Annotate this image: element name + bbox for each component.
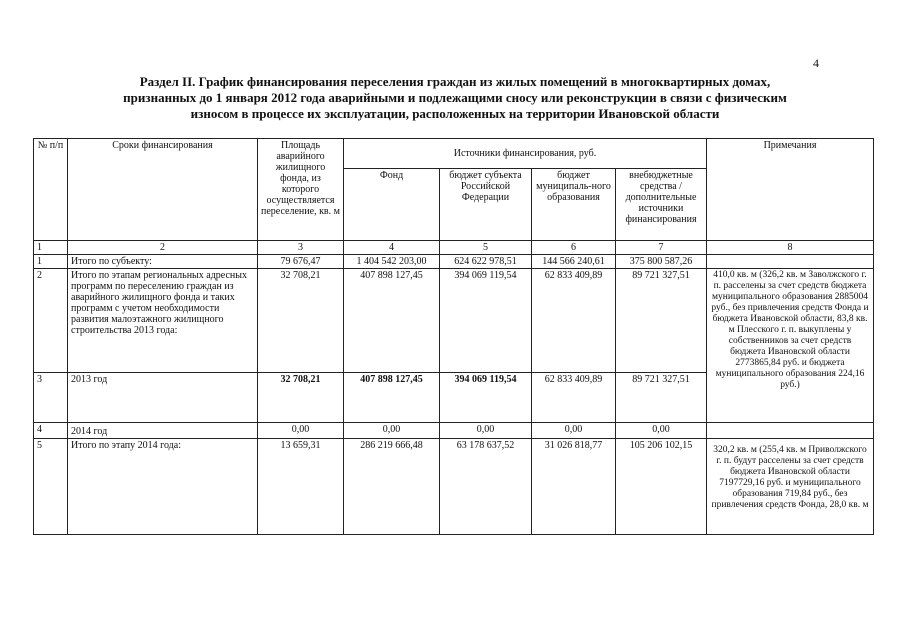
row-regional: 0,00 (440, 423, 532, 439)
row-area: 32 708,21 (258, 269, 344, 373)
row-extra: 89 721 327,51 (616, 373, 707, 423)
row-note: 410,0 кв. м (326,2 кв. м Заволжского г. п. расселены за счет средств бюджета муниципального образования 2885004 руб., без привлечения средств Фонда и бюджета Ивановской области, 83,8 кв. м Плесского г. п. выкуплены у собственников за счет средств бюджета Ивановской области 2773865,84 руб. и бюджета муниципального образования 224,16 руб.) (707, 269, 874, 423)
row-fund: 0,00 (344, 423, 440, 439)
header-area: Площадь аварийного жилищного фонда, из которого осуществляется переселение, кв. м (258, 139, 344, 241)
row-area: 13 659,31 (258, 439, 344, 535)
row-extra: 105 206 102,15 (616, 439, 707, 535)
row-num: 4 (34, 423, 68, 439)
row-fund: 407 898 127,45 (344, 373, 440, 423)
row-period: 2013 год (68, 373, 258, 423)
row-municipal: 144 566 240,61 (532, 255, 616, 269)
col-number: 6 (532, 241, 616, 255)
row-fund: 407 898 127,45 (344, 269, 440, 373)
row-note (707, 255, 874, 269)
row-area: 0,00 (258, 423, 344, 439)
row-regional: 394 069 119,54 (440, 373, 532, 423)
row-extra: 375 800 587,26 (616, 255, 707, 269)
row-extra: 89 721 327,51 (616, 269, 707, 373)
header-extra: внебюджетные средства / дополнительные источники финансирования (616, 169, 707, 241)
row-area: 79 676,47 (258, 255, 344, 269)
page-number: 4 (813, 56, 819, 70)
header-sources: Источники финансирования, руб. (344, 139, 707, 169)
table-row (34, 423, 874, 439)
row-municipal: 62 833 409,89 (532, 373, 616, 423)
table-row (34, 439, 874, 535)
financing-table (33, 138, 874, 535)
row-num: 5 (34, 439, 68, 535)
row-extra: 0,00 (616, 423, 707, 439)
row-period: Итого по этапам региональных адресных программ по переселению граждан из аварийного жилищного фонда и таких программ с учетом необходимости развития малоэтажного жилищного строительства 2013 года: (68, 269, 258, 373)
title-line: износом в процессе их эксплуатации, расположенных на территории Ивановской области (190, 106, 720, 121)
row-note (707, 423, 874, 439)
table-row (34, 269, 874, 373)
title-line: признанных до 1 января 2012 года аварийными и подлежащими сносу или реконструкции в связи с физическим (123, 90, 787, 105)
table-row (34, 255, 874, 269)
header-period: Сроки финансирования (68, 139, 258, 241)
col-number: 1 (34, 241, 68, 255)
title-line: Раздел II. График финансирования переселения граждан из жилых помещений в многоквартирных домах, (139, 74, 771, 89)
row-municipal: 0,00 (532, 423, 616, 439)
row-period: 2014 год (68, 423, 258, 439)
row-municipal: 62 833 409,89 (532, 269, 616, 373)
row-num: 2 (34, 269, 68, 373)
row-regional: 624 622 978,51 (440, 255, 532, 269)
header-municipal: бюджет муниципаль-ного образования (532, 169, 616, 241)
header-fund: Фонд (344, 169, 440, 241)
row-area: 32 708,21 (258, 373, 344, 423)
row-note: 320,2 кв. м (255,4 кв. м Приволжского г. п. будут расселены за счет средств бюджета Ивановской области 7197729,16 руб. и муниципального образования 719,84 руб., без привлечения средств Фонда, 28,0 кв. м (707, 439, 874, 535)
header-notes: Примечания (707, 139, 874, 241)
col-number: 5 (440, 241, 532, 255)
row-regional: 394 069 119,54 (440, 269, 532, 373)
row-municipal: 31 026 818,77 (532, 439, 616, 535)
header-regional: бюджет субъекта Российской Федерации (440, 169, 532, 241)
row-fund: 286 219 666,48 (344, 439, 440, 535)
row-period: Итого по субъекту: (68, 255, 258, 269)
col-number: 8 (707, 241, 874, 255)
row-period: Итого по этапу 2014 года: (68, 439, 258, 535)
header-num: № п/п (34, 139, 68, 241)
col-number: 4 (344, 241, 440, 255)
row-num: 1 (34, 255, 68, 269)
row-fund: 1 404 542 203,00 (344, 255, 440, 269)
col-number: 2 (68, 241, 258, 255)
row-regional: 63 178 637,52 (440, 439, 532, 535)
col-number: 7 (616, 241, 707, 255)
section-title (40, 74, 870, 122)
row-num: 3 (34, 373, 68, 423)
col-number: 3 (258, 241, 344, 255)
